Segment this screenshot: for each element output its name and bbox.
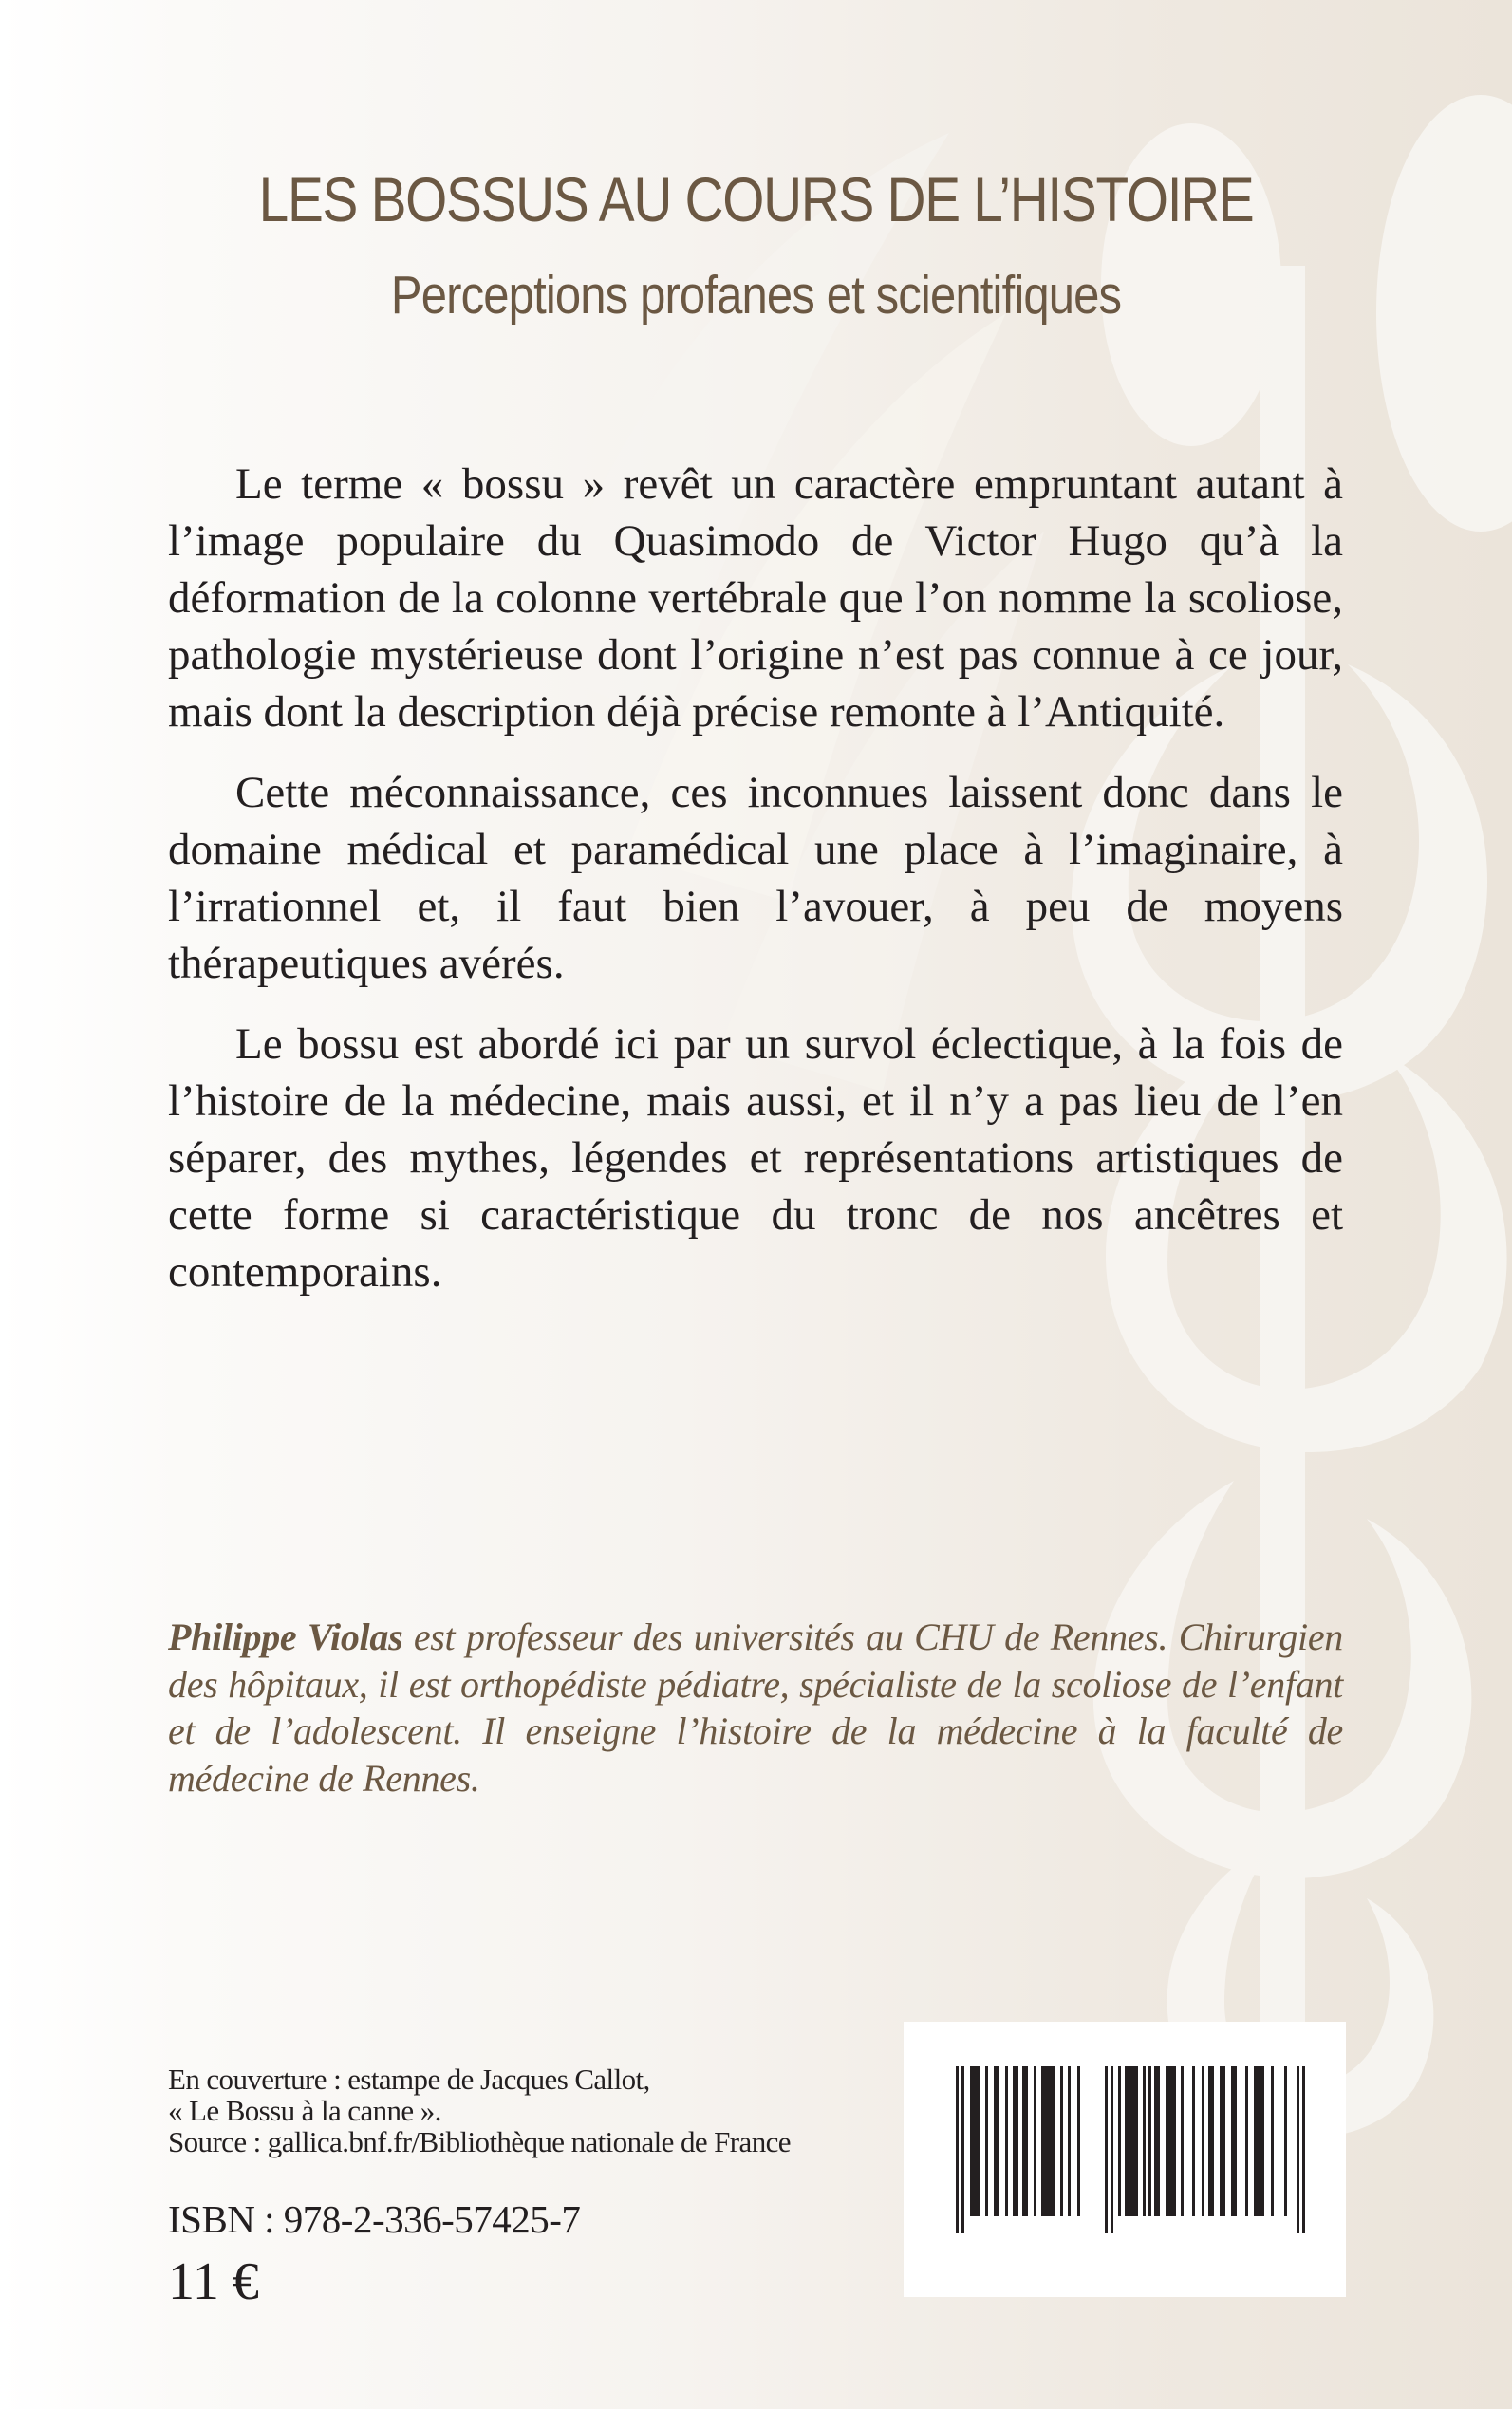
author-bio-paragraph: [168, 1614, 1343, 1802]
isbn: ISBN : 978-2-336-57425-7: [168, 2197, 581, 2241]
price: 11 €: [168, 2252, 259, 2311]
credit-line: « Le Bossu à la canne ».: [168, 2094, 441, 2127]
barcode-bars-icon: [904, 2022, 1346, 2297]
summary-text: [168, 456, 1343, 1324]
cover-credits: [168, 2064, 791, 2157]
author-bio: [168, 1614, 1343, 1802]
book-title: LES BOSSUS AU COURS DE L’HISTOIRE: [258, 164, 1254, 234]
credit-line: Source : gallica.bnf.fr/Bibliothèque nationale de France: [168, 2125, 791, 2158]
book-subtitle: Perceptions profanes et scientifiques: [390, 265, 1122, 326]
barcode: [904, 2022, 1346, 2297]
summary-paragraph: Le terme « bossu » revêt un caractère empruntant autant à l’image populaire du Quasimodo de Victor Hugo qu’à la déformation de la colonne vertébrale que l’on nomme la scoliose, pathologie mystérieuse dont l’origine n’est pas connue à ce jour, mais dont la description déjà précise remonte à l’Antiquité.: [168, 459, 1343, 737]
summary-paragraph: Le bossu est abordé ici par un survol éclectique, à la fois de l’histoire de la médecine, mais aussi, et il n’y a pas lieu de l’en séparer, des mythes, légendes et représentations artistiques de cette forme si caractéristique du tronc de nos ancêtres et contemporains.: [168, 1019, 1343, 1297]
author-name: Philippe Violas: [168, 1615, 403, 1658]
summary-paragraph: Cette méconnaissance, ces inconnues laissent donc dans le domaine médical et paramédical une place à l’imaginaire, à l’irrationnel et, il faut bien l’avouer, à peu de moyens thérapeutiques avérés.: [168, 768, 1343, 988]
credit-line: En couverture : estampe de Jacques Callot,: [168, 2063, 650, 2096]
author-bio-text: est professeur des universités au CHU de Rennes. Chirurgien des hôpitaux, il est orthopédiste pédiatre, spécialiste de la scoliose de l’enfant et de l’adolescent. Il enseigne l’histoire de la médecine à la faculté de médecine de Rennes.: [168, 1615, 1343, 1800]
